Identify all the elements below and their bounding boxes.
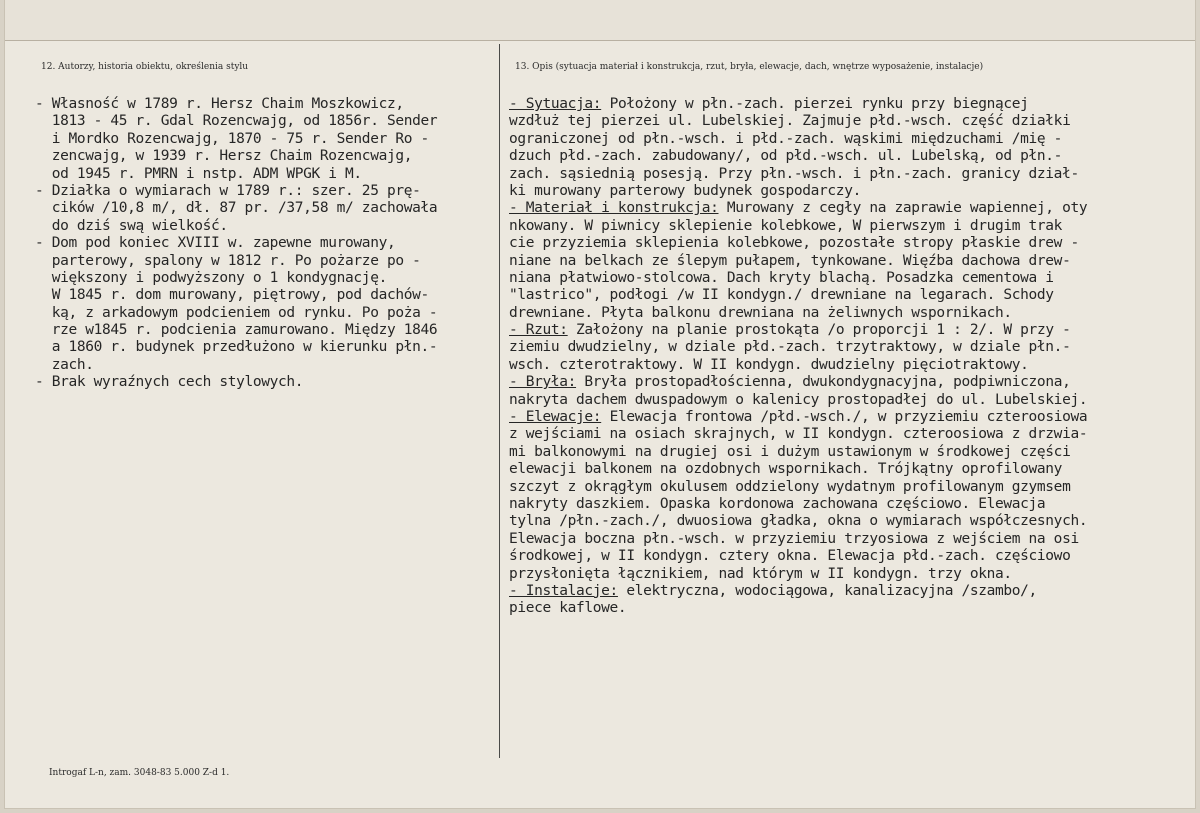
line-text: 1813 - 45 r. Gdal Rozencwajg, od 1856r. Sender [35, 113, 438, 130]
description-line [509, 600, 1199, 617]
line-text: niane na belkach ze ślepym pułapem, tynkowane. Więźba dachowa drew- [509, 252, 1071, 269]
line-text: Bryła prostopadłościenna, dwukondygnacyjna, podpiwniczona, [576, 374, 1071, 391]
section-heading: - Materiał i konstrukcja: [509, 200, 719, 217]
print-footer: Introgaf L-n, zam. 3048-83 5.000 Z-d 1. [49, 768, 230, 778]
description-line [509, 253, 1199, 270]
history-line [35, 148, 495, 165]
description-line [509, 444, 1199, 461]
description-line [509, 96, 1199, 113]
line-text: ką, z arkadowym podcieniem od rynku. Po poża - [35, 304, 438, 321]
line-text: ograniczonej od płn.-wsch. i płd.-zach. wąskimi międzuchami /mię - [509, 130, 1063, 147]
line-text: W 1845 r. dom murowany, piętrowy, pod dachów- [35, 287, 429, 304]
description-line [509, 131, 1199, 148]
line-text: elewacji balkonem na ozdobnych wspornikach. Trójkątny oprofilowany [509, 461, 1063, 478]
description-line [509, 374, 1199, 391]
description-line [509, 270, 1199, 287]
line-text: - Własność w 1789 r. Hersz Chaim Moszkowicz, [35, 96, 404, 112]
line-text: nkowany. W piwnicy sklepienie kolebkowe, W pierwszym i drugim trak [509, 217, 1063, 234]
description-line [509, 496, 1199, 513]
line-text: a 1860 r. budynek przedłużono w kierunku płn.- [35, 339, 438, 356]
line-text: wsch. czterotraktowy. W II kondygn. dwudzielny pięciotraktowy. [509, 356, 1029, 373]
line-text: dzuch płd.-zach. zabudowany/, od płd.-wsch. ul. Lubelską, od płn.- [509, 148, 1063, 165]
line-text: zach. sąsiednią posesją. Przy płn.-wsch. i płn.-zach. granicy dział- [509, 165, 1079, 182]
description-line [509, 218, 1199, 235]
description-line [509, 566, 1199, 583]
line-text: Elewacja frontowa /płd.-wsch./, w przyziemiu czteroosiowa [601, 409, 1088, 426]
line-text: większony i podwyższony o 1 kondygnację. [35, 269, 387, 286]
line-text: do dziś swą wielkość. [35, 217, 228, 234]
history-line [35, 131, 495, 148]
section-heading: - Bryła: [509, 374, 577, 391]
description-line [509, 461, 1199, 478]
history-line [35, 218, 495, 235]
line-text: parterowy, spalony w 1812 r. Po pożarze po - [35, 252, 421, 269]
line-text: środkowej, w II kondygn. cztery okna. Elewacja płd.-zach. częściowo [509, 548, 1071, 565]
description-line [509, 305, 1199, 322]
line-text: ziemiu dwudzielny, w dziale płd.-zach. trzytraktowy, w dziale płn.- [509, 339, 1071, 356]
history-line [35, 113, 495, 130]
line-text: piece kaflowe. [509, 600, 627, 617]
line-text: niana płatwiowo-stolcowa. Dach kryty blachą. Posadzka cementowa i [509, 269, 1054, 286]
line-text: nakryty daszkiem. Opaska kordonowa zachowana częściowo. Elewacja [509, 495, 1046, 512]
description-line [509, 148, 1199, 165]
description-line [509, 339, 1199, 356]
line-text: i Mordko Rozencwajg, 1870 - 75 r. Sender Ro - [35, 130, 429, 147]
line-text: - Brak wyraźnych cech stylowych. [35, 374, 304, 391]
line-text: Założony na planie prostokąta /o proporcji 1 : 2/. W przy - [567, 322, 1071, 339]
section-heading: - Instalacje: [509, 582, 618, 599]
history-line [35, 287, 495, 304]
description-line [509, 166, 1199, 183]
history-line [35, 166, 495, 183]
description-line [509, 409, 1199, 426]
description-line [509, 513, 1199, 530]
section-heading: - Rzut: [509, 322, 568, 339]
description-line [509, 287, 1199, 304]
description-line [509, 322, 1199, 339]
line-text: elektryczna, wodociągowa, kanalizacyjna /szambo/, [617, 582, 1037, 599]
line-text: Elewacja boczna płn.-wsch. w przyziemiu trzyosiowa z wejściem na osi [509, 530, 1079, 547]
line-text: przysłonięta łącznikiem, nad którym w II kondygn. trzy okna. [509, 565, 1012, 582]
line-text: "lastrico", podłogi /w II kondygn./ drewniane na legarach. Schody [509, 287, 1054, 304]
line-text: z wejściami na osiach skrajnych, w II kondygn. czteroosiowa z drzwia- [509, 426, 1088, 443]
line-text: zencwajg, w 1939 r. Hersz Chaim Rozencwajg, [35, 148, 413, 165]
history-line [35, 270, 495, 287]
description-line [509, 200, 1199, 217]
line-text: Położony w płn.-zach. pierzei rynku przy biegnącej [601, 96, 1029, 112]
history-line [35, 253, 495, 270]
line-text: - Dom pod koniec XVIII w. zapewne murowany, [35, 235, 396, 252]
line-text: nakryta dachem dwuspadowym o kalenicy prostopadłej do ul. Lubelskiej. [509, 391, 1088, 408]
line-text: tylna /płn.-zach./, dwuosiowa gładka, okna o wymiarach współczesnych. [509, 513, 1088, 530]
line-text: ki murowany parterowy budynek gospodarczy. [509, 182, 861, 199]
history-line [35, 339, 495, 356]
section-13-header: 13. Opis (sytuacja materiał i konstrukcja, rzut, bryła, elewacje, dach, wnętrze wyposażenie, instalacje) [515, 62, 984, 72]
description-line [509, 531, 1199, 548]
description-line [509, 183, 1199, 200]
record-card [4, 0, 1196, 809]
description-line [509, 113, 1199, 130]
line-text: cie przyziemia sklepienia kolebkowe, pozostałe stropy płaskie drew - [509, 235, 1079, 252]
line-text: zach. [35, 356, 94, 373]
line-text: cików /10,8 m/, dł. 87 pr. /37,58 m/ zachowała [35, 200, 438, 217]
line-text: rze w1845 r. podcienia zamurowano. Między 1846 [35, 322, 438, 339]
section-12-header: 12. Autorzy, historia obiektu, określenia stylu [41, 62, 249, 72]
line-text: wzdłuż tej pierzei ul. Lubelskiej. Zajmuje płd.-wsch. część działki [509, 113, 1071, 130]
history-line [35, 322, 495, 339]
history-line [35, 96, 495, 113]
line-text: drewniane. Płyta balkonu drewniana na żeliwnych wspornikach. [509, 304, 1012, 321]
history-line [35, 200, 495, 217]
section-heading: - Elewacje: [509, 409, 602, 426]
description-line [509, 479, 1199, 496]
description-line [509, 426, 1199, 443]
history-line [35, 374, 495, 391]
section-heading: - Sytuacja: [509, 96, 602, 112]
description-line [509, 235, 1199, 252]
column-divider [499, 44, 500, 758]
line-text: szczyt z okrągłym okulusem oddzielony wydatnym profilowanym gzymsem [509, 478, 1071, 495]
history-line [35, 305, 495, 322]
history-line [35, 357, 495, 374]
card-top-strip [5, 0, 1195, 41]
description-text-column [509, 96, 1199, 618]
line-text: - Działka o wymiarach w 1789 r.: szer. 25 prę- [35, 182, 421, 199]
history-line [35, 183, 495, 200]
line-text: od 1945 r. PMRN i nstp. ADM WPGK i M. [35, 165, 362, 182]
history-line [35, 235, 495, 252]
description-line [509, 392, 1199, 409]
history-text-column [35, 96, 495, 392]
line-text: Murowany z cegły na zaprawie wapiennej, oty [718, 200, 1088, 217]
line-text: mi balkonowymi na drugiej osi i dużym ustawionym w środkowej części [509, 443, 1071, 460]
description-line [509, 357, 1199, 374]
description-line [509, 548, 1199, 565]
description-line [509, 583, 1199, 600]
